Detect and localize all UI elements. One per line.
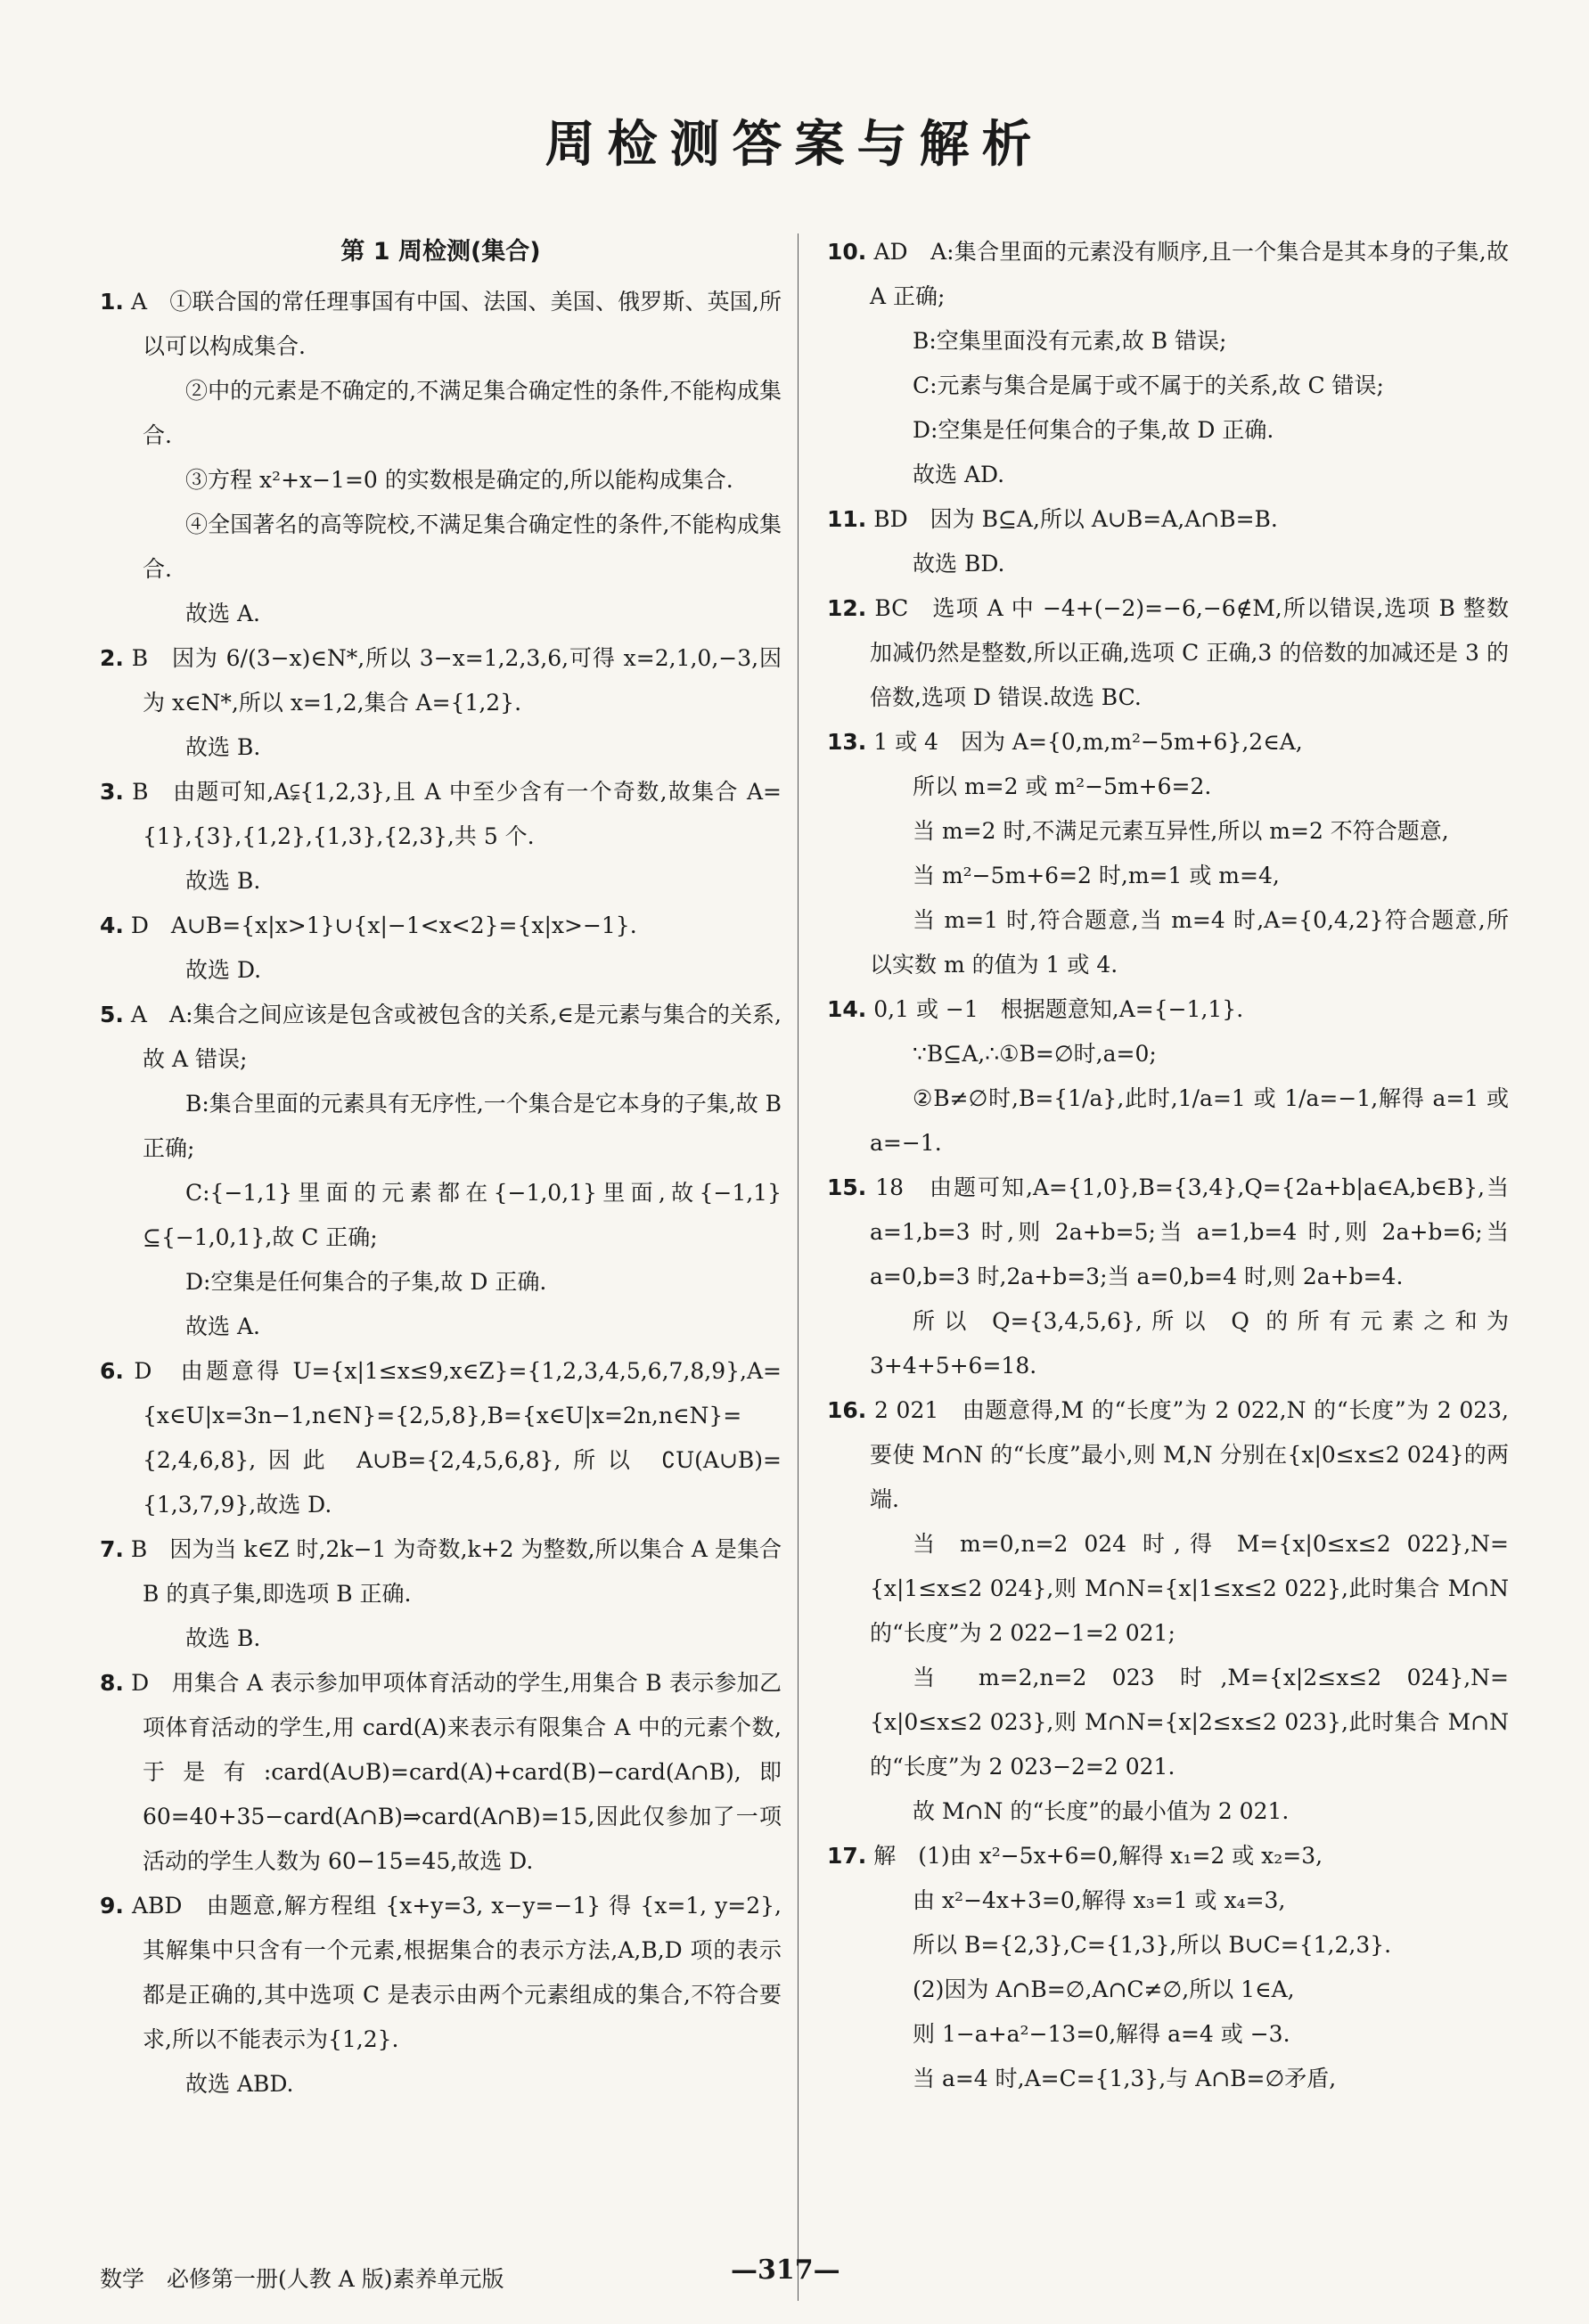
answer-number: 10. (827, 239, 867, 265)
answer-text: B 由题可知,A⫋{1,2,3},且 A 中至少含有一个奇数,故集合 A={1},{3},{1,2},{1,3},{2,3},共 5 个. (123, 779, 782, 849)
answer-text: 0,1 或 −1 根据题意知,A={−1,1}. (866, 996, 1244, 1022)
right-answers (827, 230, 1509, 2101)
answer-number: 16. (827, 1397, 867, 1423)
answer-continuation: 所以 m=2 或 m²−5m+6=2. (913, 773, 1212, 799)
answer-continuation: 故选 D. (185, 957, 262, 983)
answer-item (100, 1661, 782, 1884)
answer-continuation: 故选 BD. (913, 551, 1005, 577)
answer-number: 2. (100, 645, 124, 671)
answer-text: 18 由题可知,A={1,0},B={3,4},Q={2a+b|a∈A,b∈B},当 a=1,b=3 时,则 2a+b=5;当 a=1,b=4 时,则 2a+b=6;当 a=0,b=3 时,2a+b=3;当 a=0,b=4 时,则 2a+b=4. (866, 1174, 1509, 1289)
answer-text: 2 021 由题意得,M 的“长度”为 2 022,N 的“长度”为 2 023,要使 M∩N 的“长度”最小,则 M,N 分别在{x|0≤x≤2 024}的两端. (866, 1397, 1509, 1512)
answer-number: 14. (827, 996, 867, 1022)
answer-continuation: C:元素与集合是属于或不属于的关系,故 C 错误; (913, 372, 1384, 398)
answer-continuation: D:空集是任何集合的子集,故 D 正确. (185, 1269, 547, 1295)
answer-continuation: 当 m²−5m+6=2 时,m=1 或 m=4, (913, 863, 1280, 888)
answer-text: 解 (1)由 x²−5x+6=0,解得 x₁=2 或 x₂=3, (866, 1843, 1323, 1869)
answer-number: 5. (100, 1002, 124, 1027)
answer-number: 4. (100, 912, 124, 938)
answer-number: 7. (100, 1536, 124, 1562)
answer-continuation: 当 m=2,n=2 023 时,M={x|2≤x≤2 024},N={x|0≤x≤2 023},则 M∩N={x|2≤x≤2 023},此时集合 M∩N 的“长度”为 2 023−2=2 021. (870, 1665, 1509, 1780)
answer-continuation: ④全国著名的高等院校,不满足集合确定性的条件,不能构成集合. (143, 511, 782, 582)
answer-continuation: 故选 B. (185, 868, 261, 894)
answer-number: 13. (827, 729, 867, 755)
answer-item (100, 770, 782, 859)
answer-continuation: ③方程 x²+x−1=0 的实数根是确定的,所以能构成集合. (185, 467, 733, 493)
answer-number: 17. (827, 1843, 867, 1869)
answer-continuation: 故选 ABD. (185, 2071, 294, 2097)
answer-text: D 由题意得 U={x|1≤x≤9,x∈Z}={1,2,3,4,5,6,7,8,9},A={x∈U|x=3n−1,n∈N}={2,5,8},B={x∈U|x=2n,n∈N}={2,4,6,8},因此 A∪B={2,4,5,6,8},所以 ∁U(A∪B)={1,3,7,9},故选 D. (123, 1358, 782, 1518)
answer-continuation: 则 1−a+a²−13=0,解得 a=4 或 −3. (913, 2021, 1290, 2047)
answer-continuation: 当 m=1 时,符合题意,当 m=4 时,A={0,4,2}符合题意,所以实数 m 的值为 1 或 4. (870, 907, 1509, 978)
answer-text: AD A:集合里面的元素没有顺序,且一个集合是其本身的子集,故 A 正确; (866, 239, 1509, 309)
answer-continuation: ②中的元素是不确定的,不满足集合确定性的条件,不能构成集合. (143, 378, 782, 448)
answer-continuation: B:集合里面的元素具有无序性,一个集合是它本身的子集,故 B 正确; (143, 1091, 782, 1161)
answer-item (827, 987, 1509, 1032)
answer-continuation: 所以 Q={3,4,5,6},所以 Q 的所有元素之和为 3+4+5+6=18. (870, 1308, 1509, 1379)
answer-continuation: 当 m=0,n=2 024 时,得 M={x|0≤x≤2 022},N={x|1≤x≤2 024},则 M∩N={x|1≤x≤2 022},此时集合 M∩N 的“长度”为 2 022−1=2 021; (870, 1531, 1509, 1646)
answer-item (827, 1388, 1509, 1522)
column-divider (798, 233, 799, 2301)
answer-item (827, 1166, 1509, 1299)
page-number: —317— (731, 2254, 840, 2286)
answer-continuation: B:空集里面没有元素,故 B 错误; (913, 328, 1227, 354)
answer-item (100, 636, 782, 725)
answer-continuation: ②B≠∅时,B={1/a},此时,1/a=1 或 1/a=−1,解得 a=1 或 a=−1. (870, 1085, 1509, 1156)
answer-item (827, 720, 1509, 765)
answer-text: 1 或 4 因为 A={0,m,m²−5m+6},2∈A, (866, 729, 1303, 755)
left-column (100, 230, 782, 2107)
answer-continuation: 故选 B. (185, 734, 261, 760)
answer-number: 8. (100, 1670, 124, 1696)
answer-number: 9. (100, 1893, 124, 1919)
answer-continuation: 当 m=2 时,不满足元素互异性,所以 m=2 不符合题意, (913, 818, 1449, 844)
left-answers (100, 280, 782, 2107)
answer-text: D 用集合 A 表示参加甲项体育活动的学生,用集合 B 表示参加乙项体育活动的学生,用 card(A)来表示有限集合 A 中的元素个数,于是有:card(A∪B)=card(A)+card(B)−card(A∩B),即 60=40+35−card(A∩B)⇒card(A∩B)=15,因此仅参加了一项活动的学生人数为 60−15=45,故选 D. (123, 1670, 782, 1874)
answer-continuation: 故选 A. (185, 1313, 260, 1339)
answer-continuation: 所以 B={2,3},C={1,3},所以 B∪C={1,2,3}. (913, 1932, 1392, 1958)
answer-text: BC 选项 A 中 −4+(−2)=−6,−6∉M,所以错误,选项 B 整数加减仍然是整数,所以正确,选项 C 正确,3 的倍数的加减还是 3 的倍数,选项 D 错误.故选 BC. (866, 595, 1509, 710)
answer-item (100, 904, 782, 948)
answer-number: 3. (100, 779, 124, 805)
answer-item (827, 586, 1509, 720)
answer-text: B 因为 6/(3−x)∈N*,所以 3−x=1,2,3,6,可得 x=2,1,0,−3,因为 x∈N*,所以 x=1,2,集合 A={1,2}. (123, 645, 782, 716)
section-title: 第 1 周检测(集合) (340, 238, 541, 266)
answer-text: ABD 由题意,解方程组 {x+y=3, x−y=−1} 得 {x=1, y=2},其解集中只含有一个元素,根据集合的表示方法,A,B,D 项的表示都是正确的,其中选项 C 是表示由两个元素组成的集合,不符合要求,所以不能表示为{1,2}. (123, 1893, 782, 2052)
answer-number: 11. (827, 506, 867, 532)
answer-item (100, 1349, 782, 1527)
answer-item (827, 230, 1509, 319)
answer-continuation: 当 a=4 时,A=C={1,3},与 A∩B=∅矛盾, (913, 2066, 1337, 2091)
answer-text: B 因为当 k∈Z 时,2k−1 为奇数,k+2 为整数,所以集合 A 是集合 B 的真子集,即选项 B 正确. (123, 1536, 782, 1607)
page-title: 周检测答案与解析 (545, 116, 1044, 174)
answer-continuation: 故选 B. (185, 1625, 261, 1651)
answer-continuation: ∵B⊆A,∴①B=∅时,a=0; (913, 1041, 1157, 1067)
answer-item (100, 1527, 782, 1616)
answer-text: A ①联合国的常任理事国有中国、法国、美国、俄罗斯、英国,所以可以构成集合. (123, 289, 782, 359)
answer-item (100, 993, 782, 1082)
answer-item (827, 1834, 1509, 1878)
answer-continuation: 故选 A. (185, 601, 260, 626)
right-column (827, 230, 1509, 2101)
answer-text: BD 因为 B⊆A,所以 A∪B=A,A∩B=B. (866, 506, 1278, 532)
answer-number: 15. (827, 1174, 867, 1200)
answer-item (827, 497, 1509, 542)
answer-continuation: D:空集是任何集合的子集,故 D 正确. (913, 417, 1274, 443)
answer-continuation: C:{−1,1}里面的元素都在{−1,0,1}里面,故{−1,1}⊆{−1,0,1},故 C 正确; (143, 1180, 782, 1250)
answer-continuation: 由 x²−4x+3=0,解得 x₃=1 或 x₄=3, (913, 1887, 1286, 1913)
answer-text: A A:集合之间应该是包含或被包含的关系,∈是元素与集合的关系,故 A 错误; (123, 1002, 782, 1072)
answer-item (100, 280, 782, 369)
answer-number: 6. (100, 1358, 124, 1384)
answer-continuation: 故选 AD. (913, 462, 1005, 487)
answer-number: 1. (100, 289, 124, 315)
answer-number: 12. (827, 595, 867, 621)
answer-continuation: 故 M∩N 的“长度”的最小值为 2 021. (913, 1798, 1290, 1824)
answer-text: D A∪B={x|x>1}∪{x|−1<x<2}={x|x>−1}. (123, 912, 637, 938)
answer-continuation: (2)因为 A∩B=∅,A∩C≠∅,所以 1∈A, (913, 1976, 1295, 2002)
answer-item (100, 1884, 782, 2062)
footer-subject: 数学 必修第一册(人教 A 版)素养单元版 (100, 2266, 504, 2292)
